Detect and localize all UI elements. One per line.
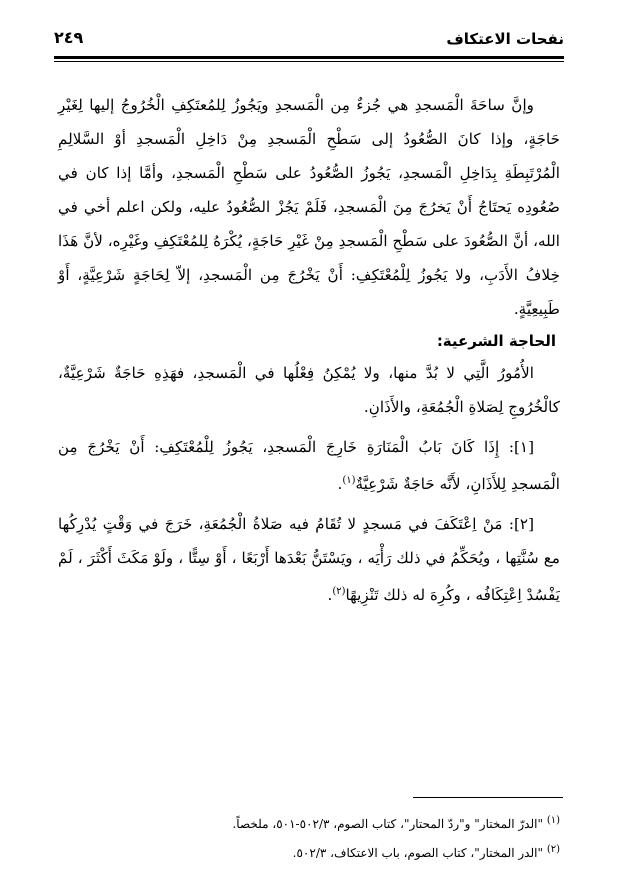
footnote-2 [58, 837, 560, 866]
footnotes [58, 808, 560, 866]
footnote-1 [58, 808, 560, 837]
item-2-end: . [327, 586, 333, 605]
paragraph-mosque-courtyard: وإنَّ ساحَةَ الْمَسجدِ هي جُزءٌ مِن الْمَسجدِ ويَجُوزُ لِلمُعتَكِفِ الْخُرُوجُ إليها لِغَيْرِ حَاجَةٍ، وإذا كانَ الصُّعُودُ إلى سَطْحِ الْمَسجدِ مِنْ دَاخِلِ الْمَسجدِ أوْ السَّلالِمِ الْمُرْتَبِطَةِ بِدَاخِلِ الْمَسجدِ، يَجُوزُ الصُّعُودُ على سَطْحِ الْمَسجدِ، وأمَّا إذا كان في صُعُودِه يَحتَاجُ أَنْ يَخرُجَ مِنَ الْمَسجدِ، فَلَمْ يَجُزْ الصُّعُودُ عليه، ولكن اعلم أخي في الله، أنَّ الصُّعُودَ على سَطْحِ الْمَسجدِ مِنْ غَيْرِ حَاجَةٍ، يُكْرَهُ لِلمُعْتَكِفِ وغَيْرِه، لأنَّ هَذَا خِلافُ الأَدَبِ، ولا يَجُوزُ لِلْمُعْتَكِفِ: أَنْ يَخْرُجَ مِن الْمَسجدِ، إلاّ لِحَاجَةٍ شَرْعِيَّةٍ، أَوْ طَبِيعِيَّةٍ. [58, 96, 560, 318]
section-heading: الحاجة الشرعية: [436, 332, 556, 350]
footnote-ref-1: (١) [342, 475, 356, 486]
footnote-2-number: (٢) [546, 844, 560, 855]
item-1-label: [١]: [508, 438, 535, 456]
footnote-1-number: (١) [546, 815, 560, 826]
header-rule-thin [54, 61, 564, 62]
item-1-end: . [337, 475, 343, 494]
footnote-ref-2: (٢) [332, 586, 346, 598]
item-2-label: [٢]: [508, 515, 534, 534]
numbered-item-1 [58, 430, 560, 501]
numbered-item-2 [58, 507, 560, 612]
running-title: نفحات الاعتكاف [446, 30, 564, 48]
footnote-2-text: "الدر المختار"، كتاب الصوم، باب الاعتكاف، ٥٠٢/٣. [292, 846, 543, 860]
item-1-text: إِذَا كَانَ بَابُ الْمَنَارَةِ خَارِجَ الْمَسجدِ، يَجُوزُ لِلْمُعْتَكِفِ: أَنْ يَخْرُجَ مِن الْمَسجدِ لِلأَذَانِ، لأَنَّه حَاجَةٌ شَرْعِيَّةٌ [58, 438, 560, 494]
footnote-separator [413, 797, 563, 798]
page-number: ٢٤٩ [54, 28, 84, 47]
page-header [54, 26, 564, 52]
paragraph-legal-need: الأُمُورُ الَّتِي لا بُدَّ منها، ولا يُمْكِنُ فِعْلُها في الْمَسجدِ، فهَذِهِ حَاجَةٌ شَرْعِيَّةٌ، كالْخُرُوجِ لِصَلاةِ الْجُمُعَةِ، والأَذَانِ. [58, 364, 560, 416]
footnote-1-text: "الدرّ المختار" و"ردّ المحتار"، كتاب الصوم، ٥٠٢/٣-٥٠١، ملخصاً. [232, 817, 543, 831]
item-2-text: مَنْ اِعْتَكَفَ في مَسجدٍ لا تُقَامُ فيه صَلاةُ الْجُمُعَةِ، خَرَجَ في وَقْتٍ يُدْرِكُها مع سُنَّتِها ، ويُحَكِّمُ في ذلك رَأْيَه ، ويَسْتَنُّ بَعْدَها أَرْبَعًا ، أَوْ سِتًّا ، ولَوْ مَكَثَ أَكْثَرَ ، لَمْ يَفْسُدْ اِعْتِكَافُه ، وكُرِهَ له ذلك تَنْزِيهًا [58, 515, 560, 605]
main-text [58, 88, 560, 612]
header-rule-thick [54, 56, 564, 59]
